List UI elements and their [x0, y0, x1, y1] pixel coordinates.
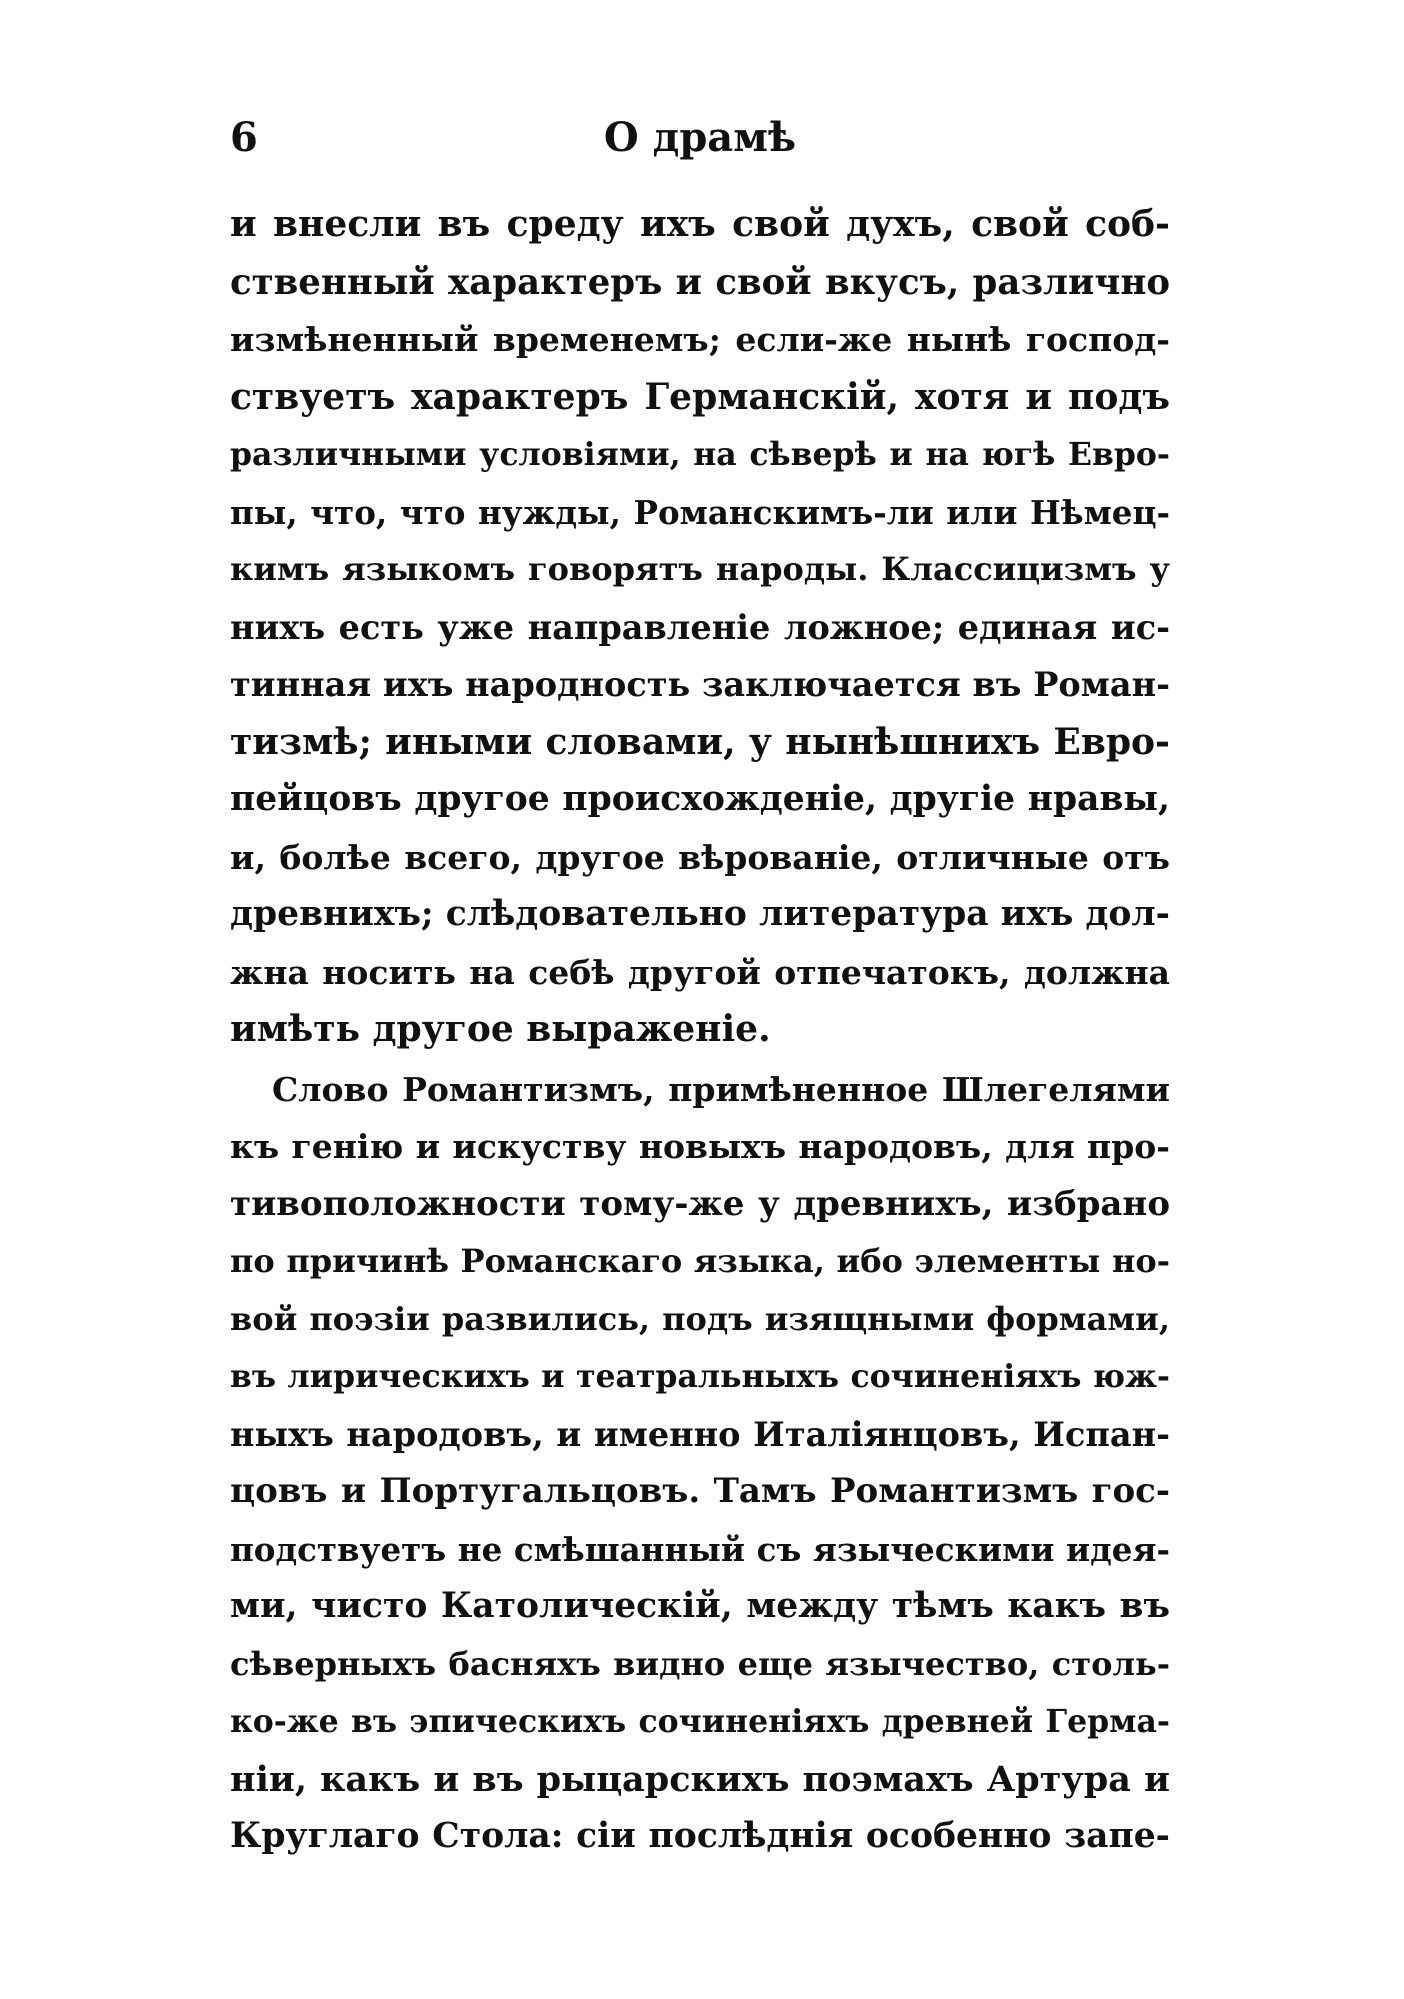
- page-number: 6: [230, 114, 258, 161]
- text-line: въ лирическихъ и театральныхъ сочиненіяхъ юж-: [230, 1358, 1170, 1395]
- text-line: Круглаго Стола: сіи послѣднія особенно запе-: [230, 1816, 1170, 1856]
- text-line: къ генію и искуству новыхъ народовъ, для про-: [230, 1127, 1170, 1166]
- text-line: ніи, какъ и въ рыцарскихъ поэмахъ Артура и: [230, 1758, 1170, 1800]
- text-line: пы, что, что нужды, Романскимъ-ли или Нѣмец-: [230, 492, 1170, 532]
- text-line: цовъ и Португальцовъ. Тамъ Романтизмъ гос-: [230, 1471, 1170, 1511]
- text-line: нихъ есть уже направленіе ложное; единая ис-: [230, 607, 1170, 647]
- running-title: О драмѣ: [603, 114, 797, 161]
- text-line: ми, чисто Католическій, между тѣмъ какъ въ: [230, 1586, 1170, 1626]
- text-line: тивоположности тому-же у древнихъ, избрано: [230, 1183, 1170, 1224]
- text-line: ствуетъ характеръ Германскій, хотя и подъ: [230, 375, 1170, 418]
- text-line: вой поэзіи развились, подъ изящными формами,: [230, 1299, 1170, 1338]
- text-line: ко-же въ эпическихъ сочиненіяхъ древней Герма-: [230, 1703, 1170, 1740]
- text-line: тизмѣ; иными словами, у нынѣшнихъ Евро-: [230, 720, 1170, 763]
- text-line: ственный характеръ и свой вкусъ, различно: [230, 261, 1170, 303]
- text-line: измѣненный временемъ; если-же нынѣ господ-: [230, 320, 1170, 359]
- text-line: и внесли въ среду ихъ свой духъ, свой соб-: [230, 203, 1170, 245]
- text-line: древнихъ; слѣдовательно литература ихъ дол-: [230, 894, 1170, 934]
- text-line: различными условіями, на сѣверѣ и на югѣ Евро-: [230, 436, 1170, 473]
- text-line: жна носить на себѣ другой отпечатокъ, должна: [230, 952, 1170, 992]
- text-line: имѣть другое выраженіе.: [230, 1008, 771, 1050]
- paragraph-2: [230, 1061, 1170, 1866]
- text-line: подствуетъ не смѣшанный съ языческими идея-: [230, 1529, 1170, 1569]
- text-line: сѣверныхъ басняхъ видно еще язычество, столь-: [230, 1644, 1170, 1683]
- running-head: [230, 108, 1170, 168]
- text-line: Слово Романтизмъ, примѣненное Шлегелями: [272, 1069, 1170, 1109]
- text-line: по причинѣ Романскаго языка, ибо элементы но-: [230, 1242, 1170, 1280]
- text-line: кимъ языкомъ говорятъ народы. Классицизмъ у: [230, 550, 1170, 588]
- body-text: [230, 196, 1170, 1866]
- text-line: пейцовъ другое происхожденіе, другіе нравы,: [230, 779, 1170, 819]
- text-line: тинная ихъ народность заключается въ Роман-: [230, 665, 1170, 704]
- text-line: и, болѣе всего, другое вѣрованіе, отличные отъ: [230, 837, 1170, 877]
- paragraph-1: [230, 196, 1170, 1059]
- text-line: ныхъ народовъ, и именно Италіянцовъ, Испан-: [230, 1414, 1170, 1454]
